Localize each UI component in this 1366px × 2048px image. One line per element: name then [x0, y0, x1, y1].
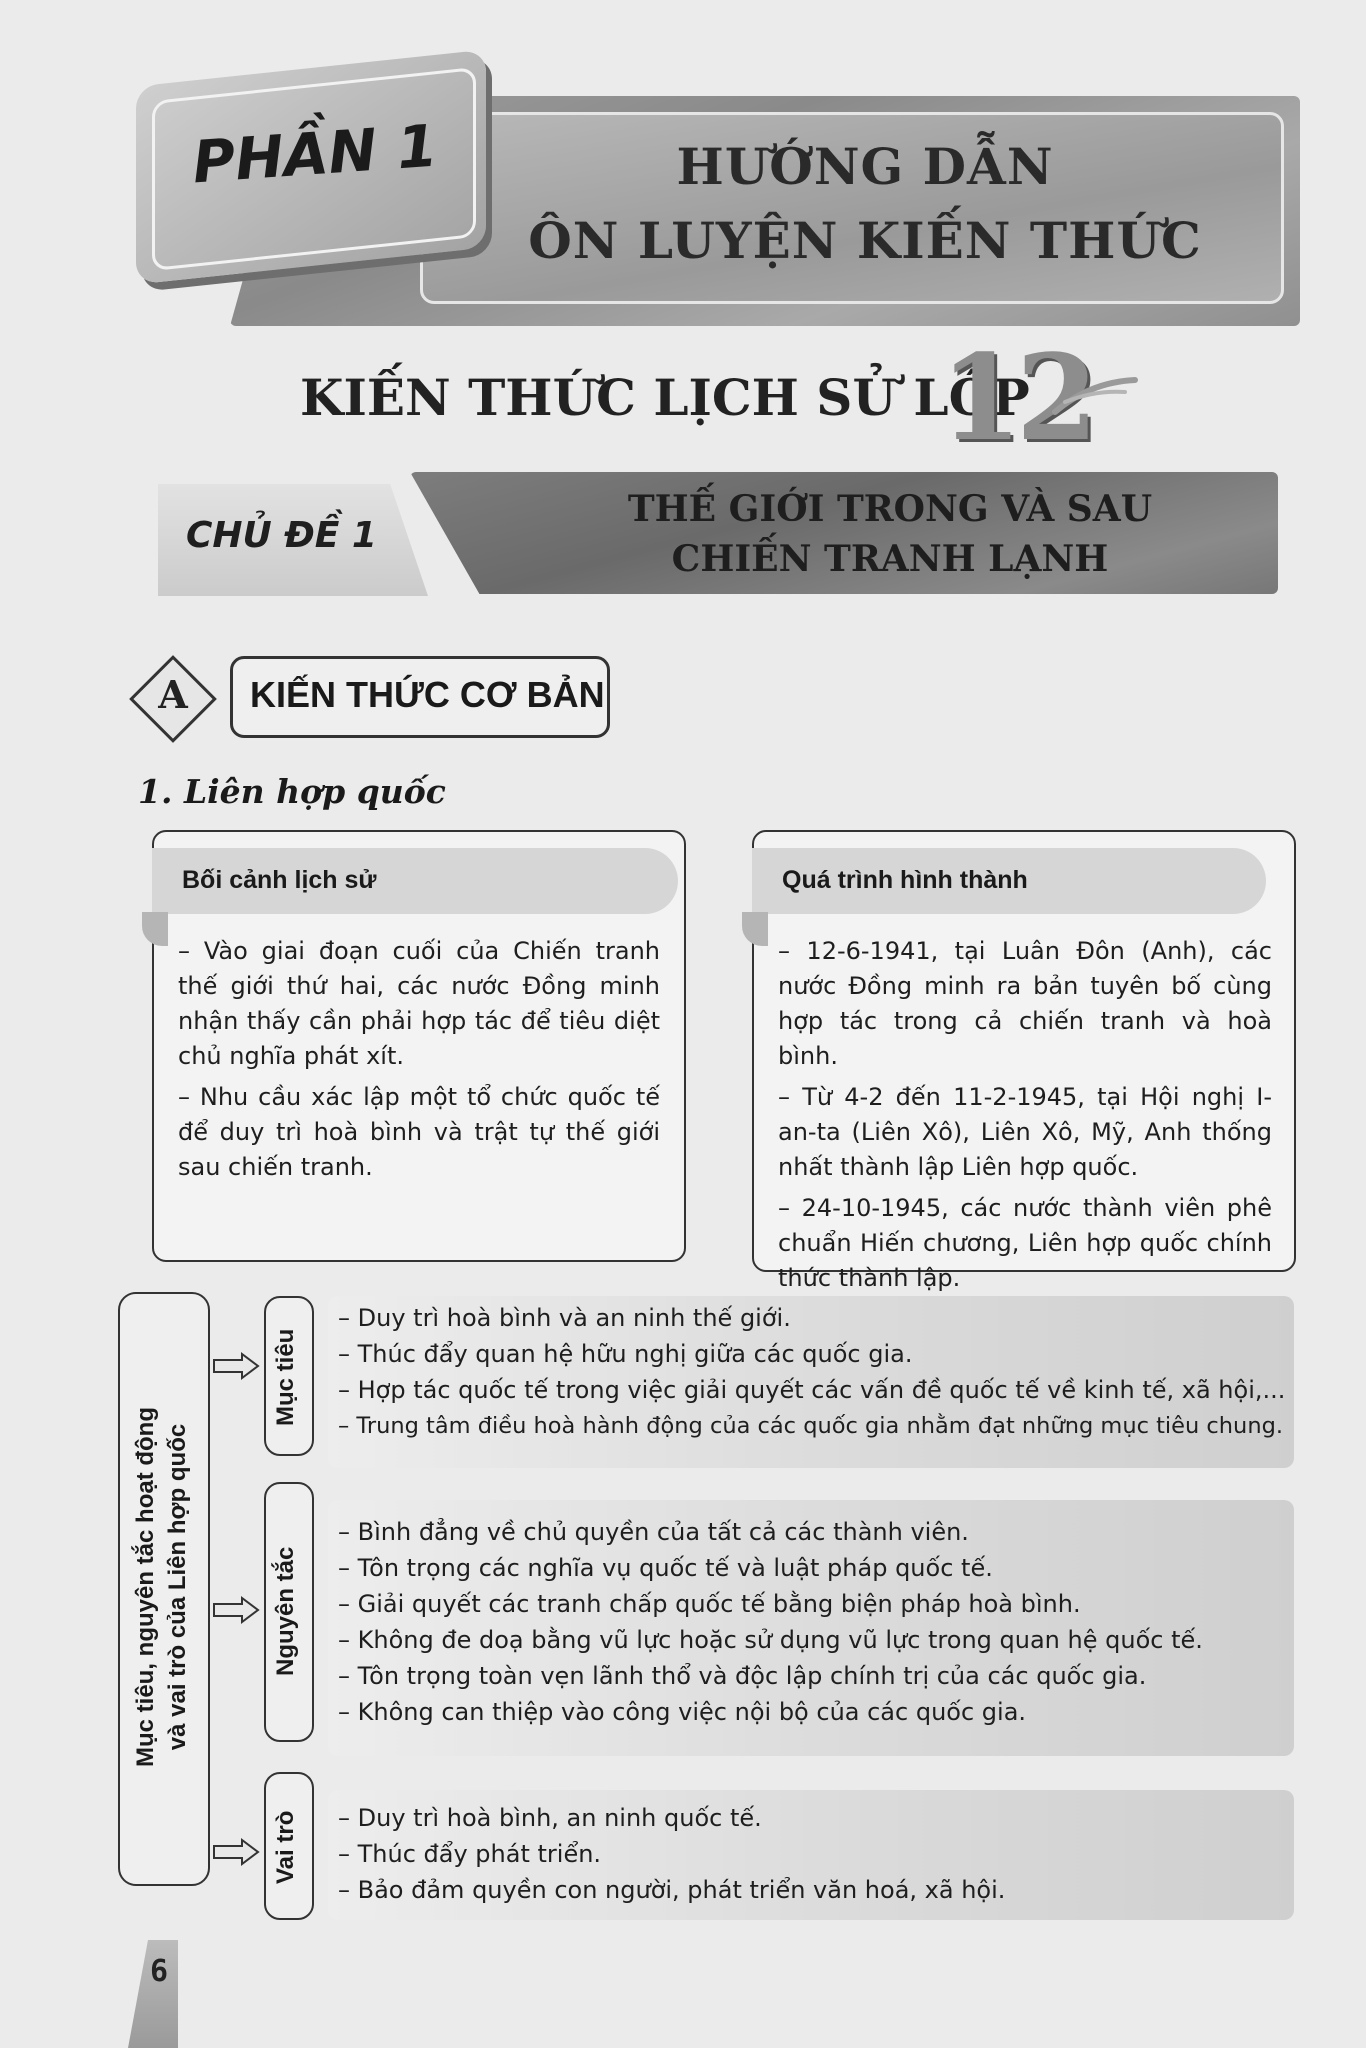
- formation-box-heading: Quá trình hình thành: [782, 866, 1028, 894]
- section-letter: A: [158, 672, 188, 717]
- context-paragraph: – Nhu cầu xác lập một tổ chức quốc tế để duy trì hoà bình và trật tự thế giới sau chiến tranh.: [178, 1083, 660, 1181]
- group-label-muc-tieu: Mục tiêu: [272, 1328, 299, 1426]
- banner-line-1: HƯỚNG DẪN: [676, 137, 1054, 196]
- formation-paragraph: – 12-6-1941, tại Luân Đôn (Anh), các nước Đồng minh ra bản tuyên bố cùng hợp tác trong cả chiến tranh và hoà bình.: [778, 937, 1272, 1070]
- swoosh-decoration-icon: [1050, 372, 1140, 422]
- arrow-right-icon: [212, 1596, 260, 1624]
- topic-label: CHỦ ĐỀ 1: [186, 515, 377, 556]
- formation-tab-curl: [742, 912, 768, 946]
- list-item: – Thúc đẩy quan hệ hữu nghị giữa các quốc gia.: [338, 1340, 913, 1368]
- topic-title-line-1: THẾ GIỚI TRONG VÀ SAU: [627, 488, 1153, 530]
- main-title: KIẾN THỨC LỊCH SỬ LỚP: [300, 368, 1030, 427]
- list-item: – Tôn trọng toàn vẹn lãnh thổ và độc lập chính trị của các quốc gia.: [338, 1662, 1147, 1690]
- context-tab-curl: [142, 912, 168, 946]
- subsection-title: 1. Liên hợp quốc: [138, 772, 446, 811]
- context-paragraph: – Vào giai đoạn cuối của Chiến tranh thế giới thứ hai, các nước Đồng minh nhận thấy cần phải hợp tác để tiêu diệt chủ nghĩa phát xít.: [178, 937, 660, 1070]
- list-item: – Không đe doạ bằng vũ lực hoặc sử dụng vũ lực trong quan hệ quốc tế.: [338, 1626, 1203, 1654]
- group-label-vai-tro: Vai trò: [272, 1810, 299, 1884]
- list-item: – Thúc đẩy phát triển.: [338, 1840, 602, 1868]
- header-banner-title: [470, 130, 1260, 278]
- part-label: PHẦN 1: [190, 111, 440, 197]
- formation-paragraph: – 24-10-1945, các nước thành viên phê chuẩn Hiến chương, Liên hợp quốc chính thức thành lập.: [778, 1194, 1272, 1292]
- list-item: – Tôn trọng các nghĩa vụ quốc tế và luật pháp quốc tế.: [338, 1554, 993, 1582]
- list-item: – Duy trì hoà bình và an ninh thế giới.: [338, 1304, 791, 1332]
- arrow-right-icon: [212, 1838, 260, 1866]
- section-title: KIẾN THỨC CƠ BẢN: [250, 674, 605, 715]
- formation-paragraph: – Từ 4-2 đến 11-2-1945, tại Hội nghị I-an-ta (Liên Xô), Liên Xô, Mỹ, Anh thống nhất thành lập Liên hợp quốc.: [778, 1083, 1272, 1181]
- group-label-nguyen-tac: Nguyên tắc: [272, 1546, 299, 1676]
- list-item: – Trung tâm điều hoà hành động của các quốc gia nhằm đạt những mục tiêu chung.: [338, 1413, 1284, 1439]
- group-items-muc-tieu: [338, 1300, 1285, 1444]
- diagram-root-line-1: Mục tiêu, nguyên tắc hoạt động: [132, 1407, 159, 1767]
- diagram-root-label: [130, 1292, 194, 1882]
- page-number: 6: [150, 1954, 169, 1989]
- arrow-right-icon: [212, 1352, 260, 1380]
- banner-line-2: ÔN LUYỆN KIẾN THỨC: [528, 211, 1202, 270]
- list-item: – Hợp tác quốc tế trong việc giải quyết các vấn đề quốc tế về kinh tế, xã hội,...: [338, 1376, 1286, 1404]
- context-box-heading: Bối cảnh lịch sử: [182, 866, 377, 894]
- list-item: – Không can thiệp vào công việc nội bộ của các quốc gia.: [338, 1698, 1027, 1726]
- group-items-vai-tro: [338, 1800, 1005, 1908]
- topic-title: [560, 484, 1220, 584]
- formation-box-body: [778, 934, 1272, 1296]
- group-items-nguyen-tac: [338, 1514, 1203, 1730]
- list-item: – Bình đẳng về chủ quyền của tất cả các thành viên.: [338, 1518, 969, 1546]
- context-box-body: [178, 934, 660, 1185]
- topic-title-line-2: CHIẾN TRANH LẠNH: [671, 538, 1109, 580]
- diagram-root-line-2: và vai trò của Liên hợp quốc: [164, 1423, 191, 1751]
- grade-number: 12: [940, 328, 1093, 467]
- list-item: – Duy trì hoà bình, an ninh quốc tế.: [338, 1804, 762, 1832]
- list-item: – Bảo đảm quyền con người, phát triển văn hoá, xã hội.: [338, 1876, 1006, 1904]
- list-item: – Giải quyết các tranh chấp quốc tế bằng biện pháp hoà bình.: [338, 1590, 1081, 1618]
